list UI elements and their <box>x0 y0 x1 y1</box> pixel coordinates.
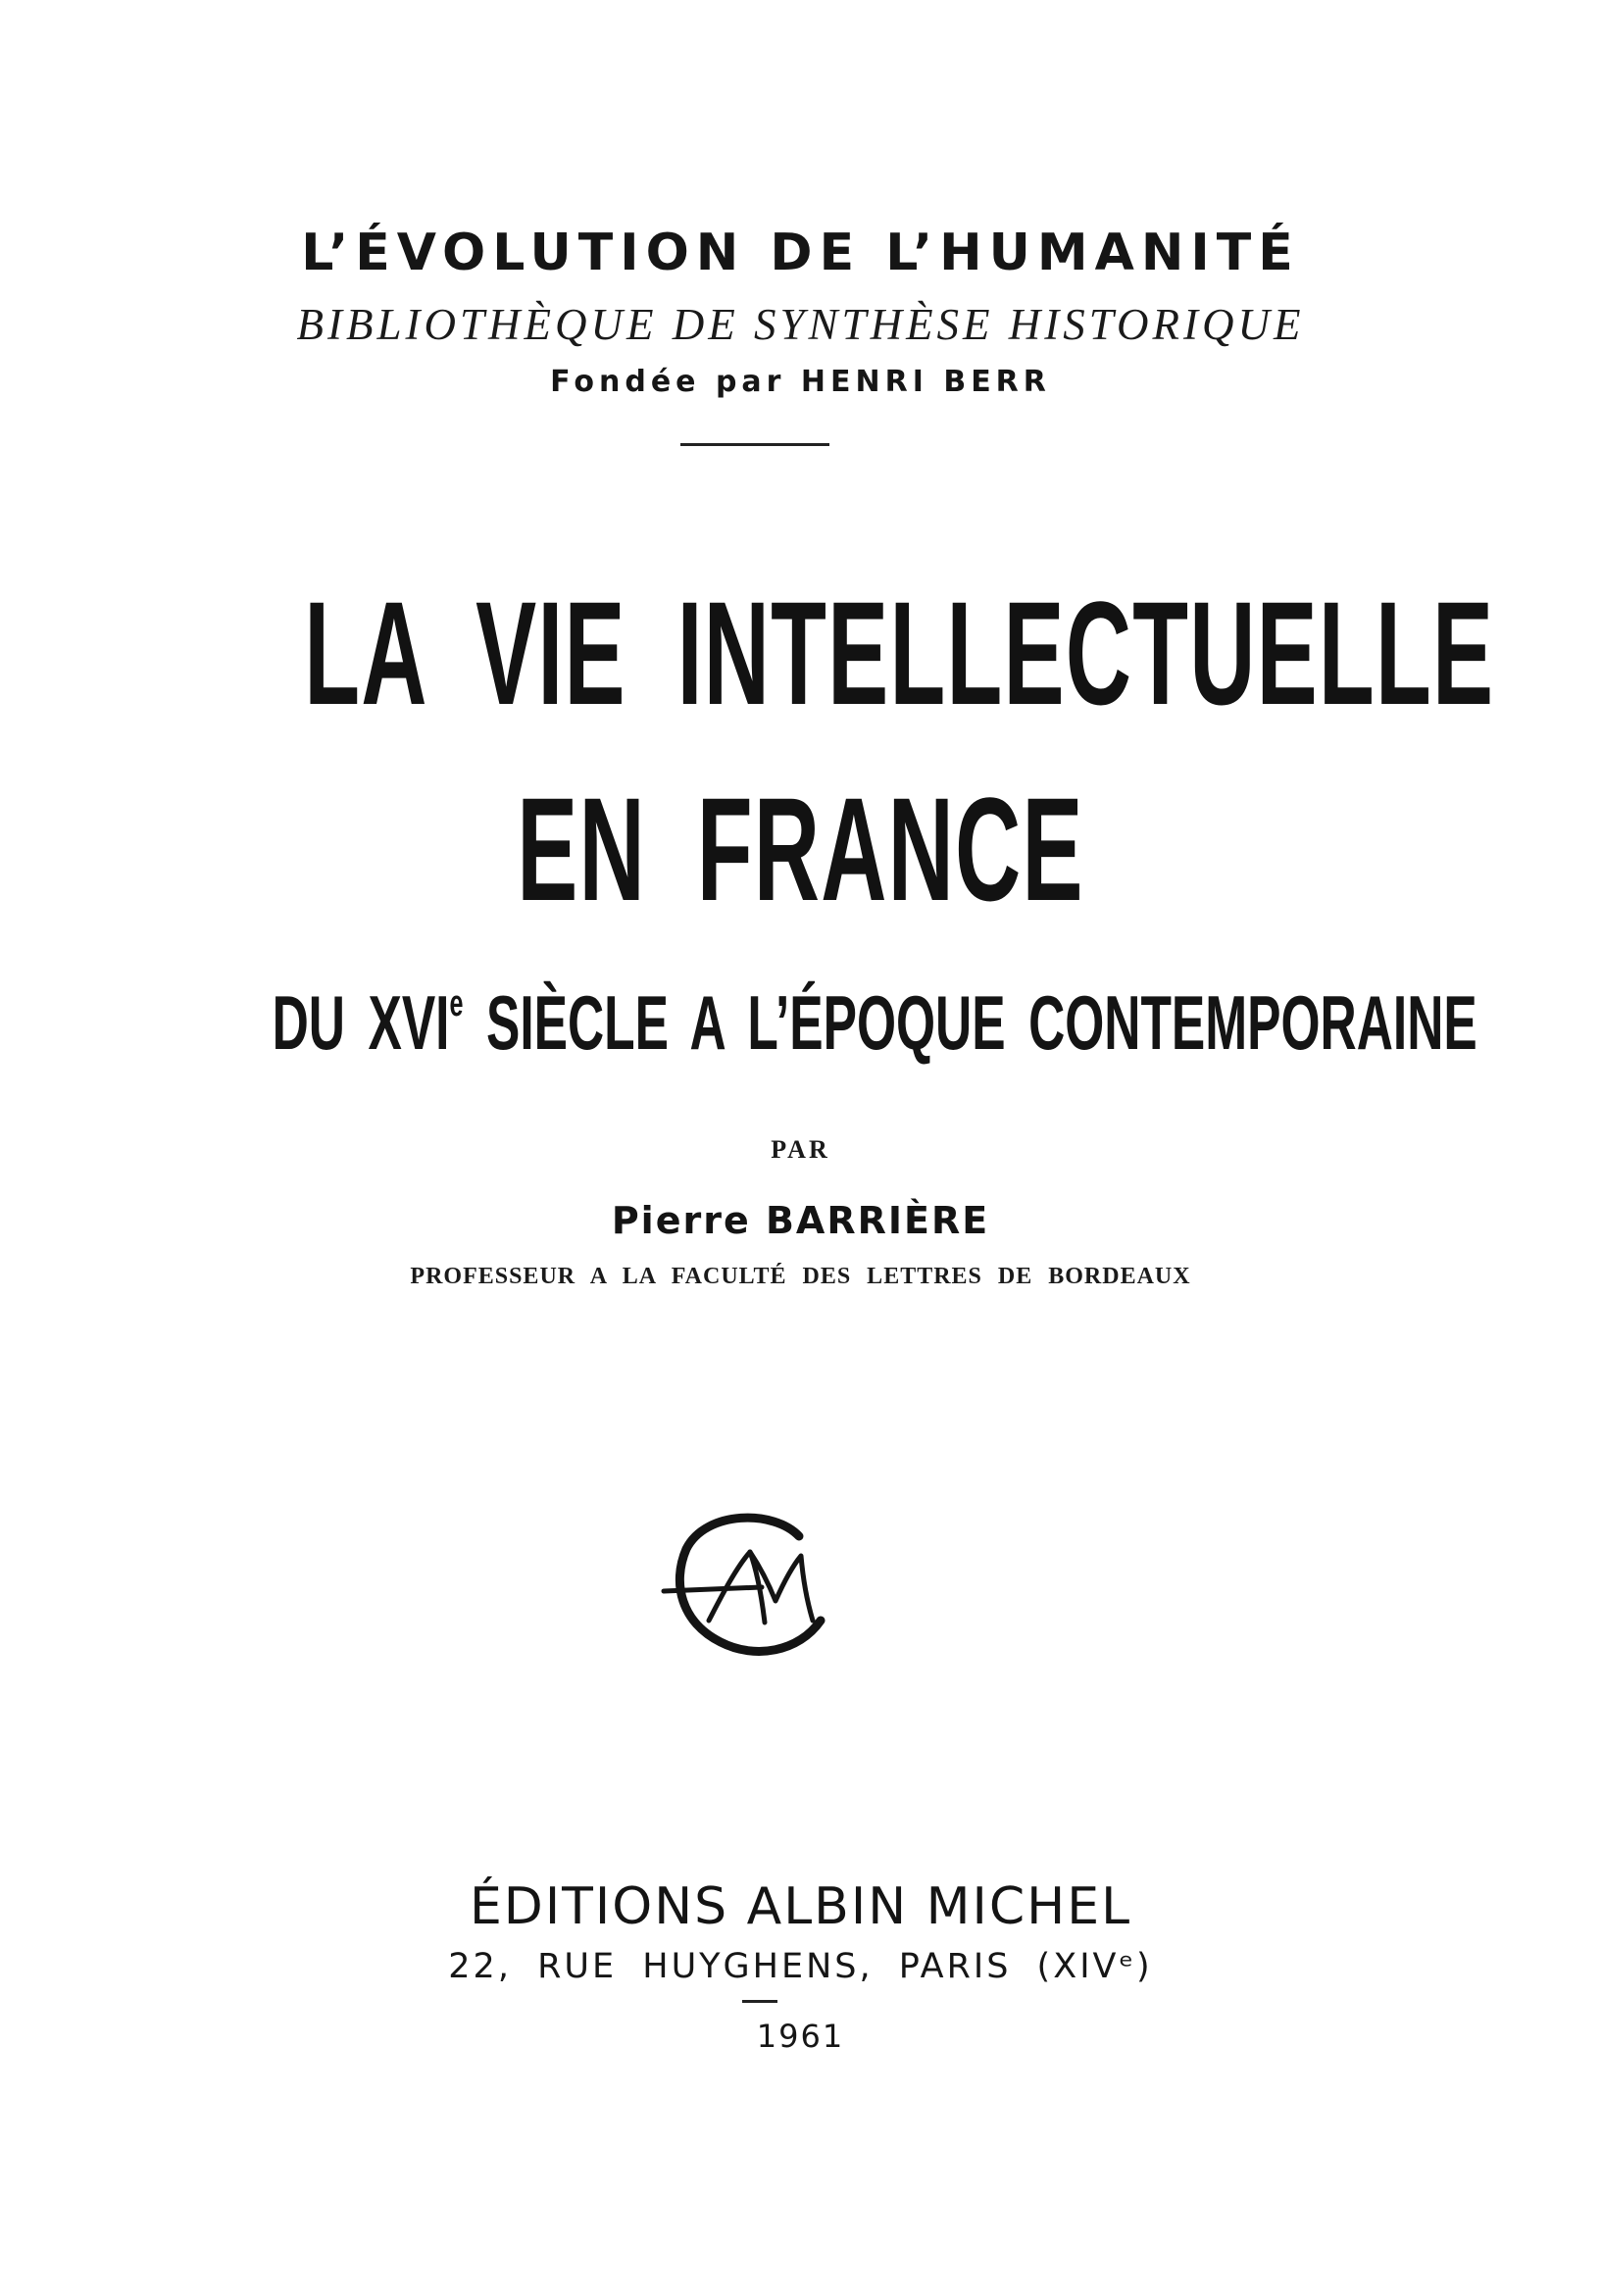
book-subtitle <box>272 978 1477 1068</box>
series-title: L’ÉVOLUTION DE L’HUMANITÉ <box>301 224 1300 282</box>
publisher-monogram-icon <box>652 1505 848 1662</box>
book-subtitle-superscript: e <box>449 983 464 1024</box>
author-affiliation: PROFESSEUR A LA FACULTÉ DES LETTRES DE BORDEAUX <box>410 1264 1191 1289</box>
series-subtitle: BIBLIOTHÈQUE DE SYNTHÈSE HISTORIQUE <box>296 300 1305 349</box>
publisher-name: ÉDITIONS ALBIN MICHEL <box>469 1877 1132 1936</box>
book-title-line-2: EN FRANCE <box>517 767 1084 931</box>
book-title-line-1: LA VIE INTELLECTUELLE <box>304 571 1495 735</box>
publisher-address: 22, RUE HUYGHENS, PARIS (XIVᵉ) <box>448 1947 1153 1986</box>
book-subtitle-pre: DU XVI <box>272 979 450 1066</box>
author-name: Pierre BARRIÈRE <box>611 1199 990 1242</box>
address-rule <box>742 2000 777 2003</box>
series-founder: Fondée par HENRI BERR <box>550 365 1051 399</box>
book-subtitle-post: SIÈCLE A L’ÉPOQUE CONTEMPORAINE <box>463 979 1477 1066</box>
publication-year: 1961 <box>756 2018 845 2055</box>
by-label: PAR <box>771 1135 830 1164</box>
divider-rule <box>680 443 829 446</box>
